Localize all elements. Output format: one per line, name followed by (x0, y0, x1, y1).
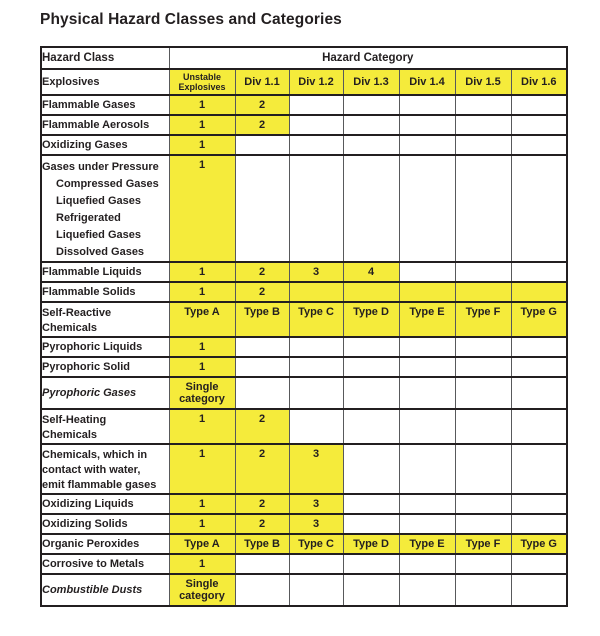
category-cell: 2 (235, 514, 289, 534)
category-cell: 2 (235, 262, 289, 282)
category-cell (343, 377, 399, 409)
table-row-gases-under-pressure (41, 155, 567, 262)
category-cell: Div 1.4 (399, 69, 455, 95)
category-cell (511, 494, 567, 514)
category-cell (343, 115, 399, 135)
category-cell: Type A (169, 534, 235, 554)
category-cell (343, 95, 399, 115)
table-row-oxidizing-solids (41, 514, 567, 534)
category-cell: Type B (235, 302, 289, 337)
category-cell: Single category (169, 574, 235, 606)
category-cell: 2 (235, 282, 289, 302)
category-cell (455, 135, 511, 155)
table-row-self-reactive-chemicals (41, 302, 567, 337)
category-cell (289, 554, 343, 574)
category-cell: 1 (169, 95, 235, 115)
category-cell (235, 377, 289, 409)
hazard-class-label: Flammable Gases (42, 98, 136, 111)
hazard-class-label: emit flammable gases (42, 479, 157, 491)
category-cell: Type G (511, 302, 567, 337)
category-cell (511, 95, 567, 115)
category-cell (455, 337, 511, 357)
hazard-class-label: Compressed Gases (56, 178, 159, 190)
category-cell: 2 (235, 444, 289, 494)
category-cell: 1 (169, 282, 235, 302)
page-title: Physical Hazard Classes and Categories (40, 11, 342, 28)
category-cell (343, 337, 399, 357)
category-cell (399, 262, 455, 282)
table-row-corrosive-to-metals (41, 554, 567, 574)
hazard-class-label: Chemicals (42, 429, 98, 441)
category-cell (399, 135, 455, 155)
category-cell (455, 494, 511, 514)
category-cell: Type F (455, 534, 511, 554)
category-cell: 2 (235, 494, 289, 514)
category-cell (343, 155, 399, 262)
category-cell (289, 282, 343, 302)
category-cell (289, 357, 343, 377)
category-cell: 4 (343, 262, 399, 282)
category-cell (343, 444, 399, 494)
hazard-class-label: Pyrophoric Solid (42, 360, 131, 373)
hazard-class-cell (41, 554, 169, 574)
table-row-oxidizing-liquids (41, 494, 567, 514)
category-cell (343, 282, 399, 302)
table-row-oxidizing-gases (41, 135, 567, 155)
table-row-flammable-solids (41, 282, 567, 302)
table-row-flammable-gases (41, 95, 567, 115)
hazard-class-cell (41, 377, 169, 409)
category-cell (289, 95, 343, 115)
hazard-class-cell (41, 409, 169, 444)
category-cell (511, 357, 567, 377)
header-hazard-class: Hazard Class (41, 47, 169, 69)
category-cell: 1 (169, 262, 235, 282)
category-cell: 2 (235, 115, 289, 135)
hazard-class-label: Gases under Pressure (42, 161, 159, 173)
category-cell (399, 554, 455, 574)
category-cell: Type D (343, 534, 399, 554)
category-cell: 2 (235, 95, 289, 115)
table-row-pyrophoric-liquids (41, 337, 567, 357)
hazard-class-cell (41, 302, 169, 337)
category-cell (455, 377, 511, 409)
category-cell (399, 409, 455, 444)
hazard-class-label: Dissolved Gases (56, 246, 145, 258)
category-cell (235, 135, 289, 155)
category-cell: 1 (169, 155, 235, 262)
hazard-class-label: Oxidizing Solids (42, 517, 128, 530)
category-cell (289, 337, 343, 357)
category-cell (455, 514, 511, 534)
category-cell: Div 1.5 (455, 69, 511, 95)
category-cell (235, 554, 289, 574)
category-cell (235, 574, 289, 606)
table-row-pyrophoric-gases (41, 377, 567, 409)
hazard-class-cell (41, 262, 169, 282)
hazard-class-label: Combustible Dusts (42, 583, 143, 596)
category-cell (343, 574, 399, 606)
category-cell (399, 282, 455, 302)
table-row-pyrophoric-solid (41, 357, 567, 377)
category-cell (289, 377, 343, 409)
category-cell (455, 554, 511, 574)
category-cell (235, 337, 289, 357)
category-cell (511, 115, 567, 135)
category-cell: 1 (169, 409, 235, 444)
category-cell (511, 135, 567, 155)
category-cell: Type G (511, 534, 567, 554)
category-cell (399, 514, 455, 534)
hazard-class-cell (41, 357, 169, 377)
category-cell (399, 357, 455, 377)
category-cell (455, 95, 511, 115)
header-hazard-category: Hazard Category (169, 47, 567, 69)
hazard-class-label: Flammable Liquids (42, 265, 142, 278)
category-cell: Type C (289, 534, 343, 554)
category-cell (455, 115, 511, 135)
hazard-class-label: Liquefied Gases (56, 229, 141, 241)
hazard-class-cell (41, 69, 169, 95)
category-cell (455, 574, 511, 606)
category-cell (511, 514, 567, 534)
category-cell (511, 337, 567, 357)
hazard-class-cell (41, 534, 169, 554)
category-cell: 1 (169, 135, 235, 155)
category-cell (399, 155, 455, 262)
category-cell: Div 1.2 (289, 69, 343, 95)
hazard-class-label: contact with water, (42, 464, 141, 476)
category-cell: Type D (343, 302, 399, 337)
category-cell (511, 444, 567, 494)
category-cell (289, 409, 343, 444)
table-row-organic-peroxides (41, 534, 567, 554)
hazard-class-cell (41, 444, 169, 494)
hazard-class-cell (41, 135, 169, 155)
hazard-class-label: Pyrophoric Gases (42, 386, 137, 399)
category-cell: 1 (169, 115, 235, 135)
table-row-explosives (41, 69, 567, 95)
hazard-class-label: Corrosive to Metals (42, 557, 145, 570)
category-cell (399, 444, 455, 494)
category-cell (289, 155, 343, 262)
category-cell (455, 444, 511, 494)
category-cell (511, 574, 567, 606)
table-header-row (41, 47, 567, 69)
category-cell (511, 155, 567, 262)
hazard-class-label: Self-Reactive (42, 307, 112, 319)
hazard-class-label: Chemicals, which in (42, 449, 148, 461)
category-cell (455, 262, 511, 282)
category-cell (455, 409, 511, 444)
category-cell (343, 494, 399, 514)
category-cell: Type A (169, 302, 235, 337)
category-cell: 1 (169, 514, 235, 534)
category-cell: 3 (289, 494, 343, 514)
category-cell (511, 554, 567, 574)
category-cell (511, 409, 567, 444)
category-cell: Type F (455, 302, 511, 337)
category-cell (511, 377, 567, 409)
category-cell (511, 262, 567, 282)
category-cell: Single category (169, 377, 235, 409)
hazard-class-label: Liquefied Gases (56, 195, 141, 207)
hazard-class-cell (41, 95, 169, 115)
category-cell: 1 (169, 494, 235, 514)
hazard-class-label: Pyrophoric Liquids (42, 340, 143, 353)
category-cell: Div 1.3 (343, 69, 399, 95)
category-cell (343, 554, 399, 574)
category-cell: 3 (289, 262, 343, 282)
hazard-class-cell (41, 574, 169, 606)
category-cell: Type B (235, 534, 289, 554)
hazard-class-label: Oxidizing Liquids (42, 497, 134, 510)
category-cell (511, 282, 567, 302)
category-cell: Type E (399, 302, 455, 337)
hazard-class-label: Organic Peroxides (42, 537, 140, 550)
hazard-class-cell (41, 337, 169, 357)
category-cell (455, 155, 511, 262)
category-cell (235, 357, 289, 377)
table-row-water-reactive-chemicals (41, 444, 567, 494)
table-row-flammable-aerosols (41, 115, 567, 135)
hazard-table-body (41, 69, 567, 606)
hazard-class-label: Chemicals (42, 322, 98, 334)
category-cell (399, 95, 455, 115)
category-cell: Div 1.6 (511, 69, 567, 95)
hazard-class-label: Refrigerated (56, 212, 121, 224)
hazard-class-cell (41, 155, 169, 262)
category-cell (289, 135, 343, 155)
category-cell: 1 (169, 444, 235, 494)
table-row-self-heating-chemicals (41, 409, 567, 444)
hazard-class-label: Explosives (42, 75, 100, 88)
table-row-combustible-dusts (41, 574, 567, 606)
hazard-class-cell (41, 282, 169, 302)
category-cell: Type E (399, 534, 455, 554)
category-cell (399, 574, 455, 606)
category-cell (343, 514, 399, 534)
category-cell (343, 409, 399, 444)
category-cell (289, 574, 343, 606)
category-cell: 1 (169, 357, 235, 377)
hazard-class-cell (41, 115, 169, 135)
category-cell: 3 (289, 444, 343, 494)
category-cell (399, 337, 455, 357)
category-cell (235, 155, 289, 262)
hazard-class-cell (41, 514, 169, 534)
category-cell: 3 (289, 514, 343, 534)
category-cell (399, 494, 455, 514)
category-cell (399, 377, 455, 409)
hazard-class-cell (41, 494, 169, 514)
category-cell (455, 282, 511, 302)
hazard-class-label: Self-Heating (42, 414, 107, 426)
category-cell: 1 (169, 337, 235, 357)
category-cell (289, 115, 343, 135)
hazard-class-label: Oxidizing Gases (42, 138, 128, 151)
category-cell: Type C (289, 302, 343, 337)
category-cell (399, 115, 455, 135)
category-cell (343, 357, 399, 377)
table-row-flammable-liquids (41, 262, 567, 282)
hazard-class-label: Flammable Solids (42, 285, 136, 298)
category-cell: Unstable Explosives (169, 69, 235, 95)
category-cell: Div 1.1 (235, 69, 289, 95)
category-cell: 2 (235, 409, 289, 444)
category-cell (455, 357, 511, 377)
category-cell (343, 135, 399, 155)
category-cell: 1 (169, 554, 235, 574)
hazard-class-label: Flammable Aerosols (42, 118, 150, 131)
hazard-table (40, 46, 568, 607)
